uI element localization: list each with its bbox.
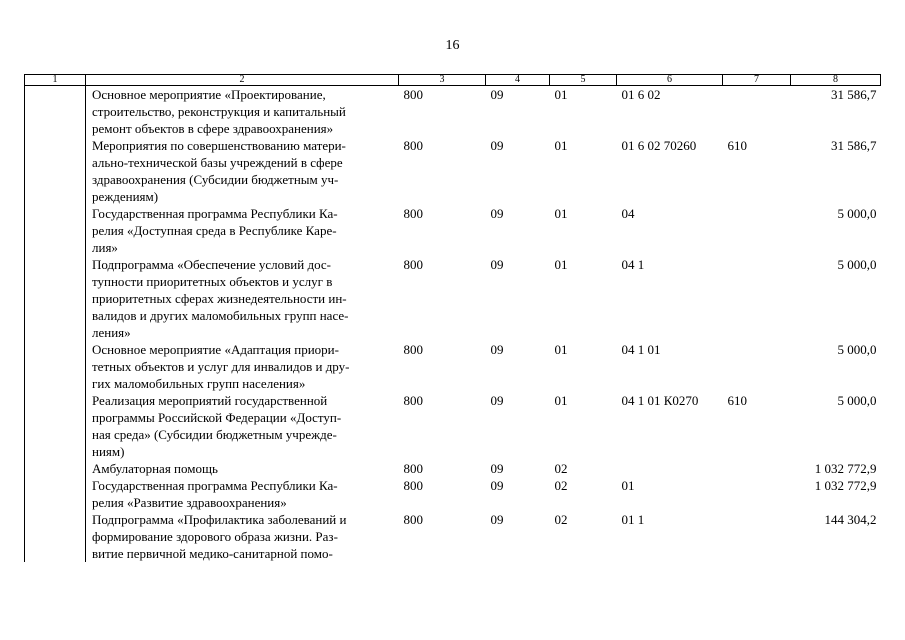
row-index-cell	[25, 511, 86, 562]
expense-type-cell	[723, 511, 791, 562]
expense-type-cell	[723, 341, 791, 392]
row-index-cell	[25, 392, 86, 460]
section-code-cell: 09	[490, 257, 504, 272]
expense-type-cell	[723, 460, 791, 477]
row-name-cell	[86, 477, 399, 511]
row-name-line: формирование здорового образа жизни. Раз-	[92, 529, 338, 544]
row-name-cell	[86, 460, 399, 477]
ministry-code-cell: 800	[403, 461, 423, 476]
row-name-cell	[86, 256, 399, 341]
target-article-cell: 04 1 01	[621, 342, 661, 357]
target-article-cell: 01	[621, 478, 635, 493]
row-name-line: ниям)	[92, 444, 125, 459]
table-row	[25, 477, 881, 511]
ministry-code-cell: 800	[403, 138, 423, 153]
row-name-line: ная среда» (Субсидии бюджетным учрежде-	[92, 427, 337, 442]
amount-cell: 144 304,2	[824, 512, 877, 527]
header-col-1: 1	[25, 75, 86, 86]
row-name-line: валидов и других маломобильных групп насе-	[92, 308, 349, 323]
budget-table	[24, 74, 881, 562]
row-name-cell	[86, 341, 399, 392]
table-row	[25, 392, 881, 460]
row-index-cell	[25, 477, 86, 511]
ministry-code-cell: 800	[403, 206, 423, 221]
amount-cell: 1 032 772,9	[814, 478, 877, 493]
table-row	[25, 511, 881, 562]
row-name-line: лия»	[92, 240, 118, 255]
subsection-code-cell: 01	[554, 87, 568, 102]
section-code-cell: 09	[490, 393, 504, 408]
row-name-line: тупности приоритетных объектов и услуг в	[92, 274, 333, 289]
amount-cell: 1 032 772,9	[814, 461, 877, 476]
subsection-code-cell: 01	[554, 206, 568, 221]
row-index-cell	[25, 205, 86, 256]
table-row	[25, 341, 881, 392]
ministry-code-cell: 800	[403, 87, 423, 102]
row-name-line: тетных объектов и услуг для инвалидов и дру-	[92, 359, 350, 374]
target-article-cell: 04 1 01 К0270	[621, 393, 699, 408]
row-index-cell	[25, 341, 86, 392]
row-name-line: Государственная программа Республики Ка-	[92, 478, 338, 493]
ministry-code-cell: 800	[403, 512, 423, 527]
row-name-cell	[86, 137, 399, 205]
row-index-cell	[25, 86, 86, 138]
amount-cell: 5 000,0	[837, 393, 877, 408]
header-col-6: 6	[617, 75, 723, 86]
row-index-cell	[25, 256, 86, 341]
table-row	[25, 205, 881, 256]
target-article-cell: 01 6 02	[621, 87, 661, 102]
row-name-line: релия «Развитие здравоохранения»	[92, 495, 287, 510]
row-name-line: витие первичной медико-санитарной помо-	[92, 546, 333, 561]
expense-type-cell	[723, 256, 791, 341]
row-name-line: гих маломобильных групп населения»	[92, 376, 306, 391]
section-code-cell: 09	[490, 512, 504, 527]
subsection-code-cell: 02	[554, 461, 568, 476]
row-name-line: Реализация мероприятий государственной	[92, 393, 328, 408]
expense-type-cell	[723, 205, 791, 256]
section-code-cell: 09	[490, 461, 504, 476]
header-col-8: 8	[791, 75, 881, 86]
row-name-line: Амбулаторная помощь	[92, 461, 218, 476]
section-code-cell: 09	[490, 342, 504, 357]
row-name-line: здравоохранения (Субсидии бюджетным уч-	[92, 172, 339, 187]
amount-cell: 31 586,7	[831, 138, 877, 153]
expense-type-cell: 610	[727, 393, 747, 408]
header-col-5: 5	[550, 75, 617, 86]
row-name-line: Мероприятия по совершенствованию матери-	[92, 138, 346, 153]
table-row	[25, 256, 881, 341]
row-name-cell	[86, 205, 399, 256]
section-code-cell: 09	[490, 87, 504, 102]
target-article-cell: 01 1	[621, 512, 645, 527]
table-row	[25, 86, 881, 138]
table-row	[25, 137, 881, 205]
expense-type-cell	[723, 477, 791, 511]
amount-cell: 5 000,0	[837, 206, 877, 221]
header-col-4: 4	[486, 75, 550, 86]
subsection-code-cell: 02	[554, 478, 568, 493]
expense-type-cell: 610	[727, 138, 747, 153]
row-name-line: ремонт объектов в сфере здравоохранения»	[92, 121, 334, 136]
subsection-code-cell: 01	[554, 342, 568, 357]
table-row	[25, 460, 881, 477]
section-code-cell: 09	[490, 138, 504, 153]
row-name-line: строительство, реконструкция и капитальный	[92, 104, 346, 119]
header-col-2: 2	[86, 75, 399, 86]
section-code-cell: 09	[490, 206, 504, 221]
row-index-cell	[25, 137, 86, 205]
row-name-line: ления»	[92, 325, 131, 340]
amount-cell: 5 000,0	[837, 342, 877, 357]
ministry-code-cell: 800	[403, 257, 423, 272]
row-name-line: Основное мероприятие «Проектирование,	[92, 87, 326, 102]
row-name-line: приоритетных сферах жизнедеятельности ин-	[92, 291, 347, 306]
page-number: 16	[445, 38, 460, 53]
expense-type-cell	[723, 86, 791, 138]
target-article-cell: 04 1	[621, 257, 645, 272]
row-name-cell	[86, 392, 399, 460]
header-col-3: 3	[399, 75, 486, 86]
table-header-row	[25, 75, 881, 86]
header-col-7: 7	[723, 75, 791, 86]
subsection-code-cell: 01	[554, 257, 568, 272]
subsection-code-cell: 02	[554, 512, 568, 527]
row-name-line: Подпрограмма «Профилактика заболеваний и	[92, 512, 347, 527]
subsection-code-cell: 01	[554, 138, 568, 153]
row-name-line: реждениям)	[92, 189, 159, 204]
table-body	[25, 86, 881, 563]
ministry-code-cell: 800	[403, 478, 423, 493]
target-article-cell: 01 6 02 70260	[621, 138, 697, 153]
row-name-line: релия «Доступная среда в Республике Каре-	[92, 223, 337, 238]
row-index-cell	[25, 460, 86, 477]
row-name-line: Государственная программа Республики Ка-	[92, 206, 338, 221]
row-name-cell	[86, 86, 399, 138]
row-name-line: ально-технической базы учреждений в сфере	[92, 155, 343, 170]
ministry-code-cell: 800	[403, 393, 423, 408]
amount-cell: 31 586,7	[831, 87, 877, 102]
ministry-code-cell: 800	[403, 342, 423, 357]
row-name-line: Основное мероприятие «Адаптация приори-	[92, 342, 339, 357]
row-name-cell	[86, 511, 399, 562]
target-article-cell: 04	[621, 206, 635, 221]
target-article-cell	[617, 460, 723, 477]
section-code-cell: 09	[490, 478, 504, 493]
row-name-line: программы Российской Федерации «Доступ-	[92, 410, 342, 425]
subsection-code-cell: 01	[554, 393, 568, 408]
amount-cell: 5 000,0	[837, 257, 877, 272]
row-name-line: Подпрограмма «Обеспечение условий дос-	[92, 257, 332, 272]
